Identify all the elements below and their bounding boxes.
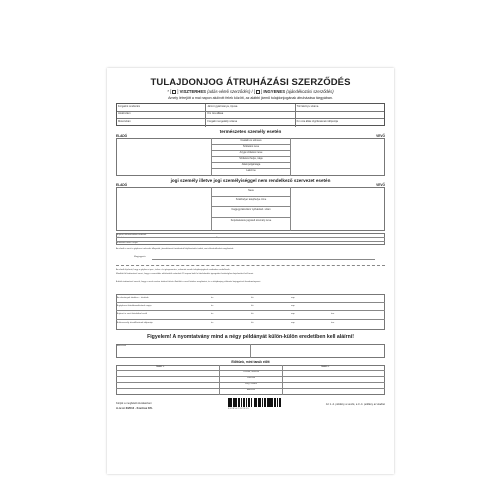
unit-year-4: év <box>211 322 214 324</box>
witness-field-id: Szig. száma <box>245 383 257 385</box>
clause-4: A felek tudomásul veszik, hogy a vevő nevére történő átírás illetékét a vevő köteles megfizetni, és a tulajdonjog változás bejegyzését kezdeményezni. <box>116 281 261 283</box>
nat-field-citizenship: Állampolgársága <box>241 163 261 166</box>
unit-month-4: hó <box>251 322 254 324</box>
field-engine[interactable]: Motorszám <box>117 119 206 127</box>
clause-2: Az eladó kijelenti, hogy a gépkocsi per-, teher- és igénymentes, valamint annak tulajdonjogával szabadon rendelkezik. <box>116 269 231 271</box>
witness-field-sign: Aláírása <box>246 389 256 391</box>
field-odometer[interactable]: Km óra állása <box>206 112 295 119</box>
clause-3: Mindkét fél tudomásul veszi, hogy a szerződés aláírásától számított 15 napon belül a közlekedési igazgatási hatósághoz bejelentést kell tenni. <box>116 273 254 275</box>
vehicle-table <box>116 103 385 126</box>
legal-field-name: Neve <box>248 189 254 192</box>
unit-month-1: hó <box>251 297 254 299</box>
field-chassis[interactable]: Alvázszám <box>117 112 206 119</box>
field-license[interactable]: Forgalmi engedély száma <box>206 119 295 127</box>
barcode-bar <box>251 398 253 407</box>
nat-field-birthplace: Születési helye, ideje <box>239 157 263 160</box>
warning-text: Figyelem! A nyomtatvány mind a négy példányát külön-külön eredetiben kell aláírni! <box>147 334 354 340</box>
contract-form-sheet <box>107 68 394 474</box>
unit-month-3: hó <box>251 313 254 315</box>
onerous-label: VISZTERHES <box>179 89 206 94</box>
barcode-bar <box>256 398 257 407</box>
barcode-bar <box>267 398 268 407</box>
witness-2-label: TANÚ 2. <box>321 366 330 368</box>
pay-field-2: Hitelnév <box>117 237 125 239</box>
barcode-bar <box>235 398 237 407</box>
pay-field-1: A jármű kifizetésében érdekelt <box>117 233 147 236</box>
unit-hour-3: óra <box>331 313 335 315</box>
unit-day-2: nap <box>291 305 295 307</box>
unit-year-1: év <box>211 297 214 299</box>
clause-1: Az eladó a vevő a gépkocsi műszaki állapotát, jövedelmező tartalmáról tájékoztatást adott, ami ellenértékeket megfizetett. <box>116 248 234 250</box>
subtitle-onerous: * [ ] VISZTERHES (adás-vételi szerződés) / [ ] INGYENES (ajándékozási szerződés) <box>167 89 334 94</box>
payment-box <box>116 233 385 245</box>
unit-day-3: nap <box>291 313 295 315</box>
witness-field-name: Családi, utóneve <box>242 371 260 373</box>
barcode-bar <box>230 398 231 407</box>
barcode <box>228 398 282 407</box>
field-registry[interactable]: Törzskönyv száma <box>296 104 319 108</box>
barcode-bar <box>280 398 281 407</box>
pay-field-3: Ft, azaz <box>216 237 224 239</box>
witness-field-address: Lakcíme <box>246 377 256 379</box>
footer-copies: Az 1.-2. példány a vevőé, a 3.-4. példány az eladóé <box>325 403 385 406</box>
date-field-2: A gépkocsi birtokbaadásának napja <box>117 305 152 307</box>
barcode-bar <box>271 398 273 407</box>
witness-title: Előttünk, mint tanúk előtt <box>231 360 270 364</box>
seller-label-2: ELADÓ <box>116 183 128 187</box>
date-field-4: A kárveszély átszállásának időpontja <box>117 322 153 324</box>
date-field-3: A jármű a vevő birtokába került <box>117 313 148 315</box>
nat-field-birthname: Születési neve <box>242 145 260 148</box>
witness-1-label: TANÚ 1. <box>156 366 165 368</box>
field-odometer-date[interactable]: Km óra állás rögzítésének időpontja <box>296 119 338 123</box>
unit-day-1: nap <box>291 297 295 299</box>
intro-text: Amely létrejött a mai napon alulírott felek között, az alábbi jármű tulajdonjogának átruházása tárgyában. <box>168 96 333 100</box>
unit-day-4: nap <box>291 322 295 324</box>
unit-month-2: hó <box>251 305 254 307</box>
legal-field-rep: Képviseletére jogosult személy neve <box>230 219 272 222</box>
free-label: INGYENES <box>263 89 286 94</box>
signature-label: Aláírások <box>117 345 127 347</box>
form-inner <box>116 68 385 474</box>
nat-field-name: Családi és utóneve <box>240 139 262 142</box>
nat-field-mother: Anyja születési neve <box>239 151 263 154</box>
pay-field-4: A fizetési mód / helye <box>117 241 138 244</box>
field-blank[interactable] <box>296 112 384 119</box>
barcode-bar <box>262 398 263 407</box>
onerous-note: (adás-vételi szerződés) <box>207 89 251 94</box>
buyer-label-2: VEVŐ <box>376 183 385 187</box>
barcode-bar <box>259 398 261 407</box>
legal-person-title: jogi személy illetve jogi személyiséggel nem rendelkező szervezet esetén <box>170 178 331 183</box>
barcode-bar <box>241 398 242 407</box>
natural-person-title: természetes személy esetén <box>219 129 282 134</box>
footer-note: Kérjük a megfelelő kiválasztani <box>116 402 152 405</box>
footer-form-id: A.nr.ré 3/2012 - Kontrax Kft. <box>116 406 153 410</box>
buyer-label: VEVŐ <box>376 134 385 138</box>
seller-label: ELADÓ <box>116 134 128 138</box>
date-field-1: Az okmányok átadása – átvétele <box>117 297 149 299</box>
free-note: (ajándékozási szerződés) <box>286 89 334 94</box>
document-title: TULAJDONJOG ÁTRUHÁZÁSI SZERZŐDÉS <box>150 77 351 88</box>
barcode-number: 5999547312615 <box>228 408 250 410</box>
checkbox-free[interactable] <box>256 90 260 94</box>
clause-1-note-label: Megjegyzés <box>134 256 146 258</box>
field-make[interactable]: Jármű gyártmánya, típusa <box>206 104 295 111</box>
unit-year-2: év <box>211 305 214 307</box>
checkbox-onerous[interactable] <box>172 90 176 94</box>
barcode-bar <box>277 398 278 407</box>
barcode-bar <box>246 398 247 407</box>
unit-year-3: év <box>211 313 214 315</box>
nat-field-address: Lakcíme <box>246 169 256 172</box>
field-plate[interactable]: Forgalmi rendszám <box>117 104 206 111</box>
unit-hour-4: óra <box>331 322 335 324</box>
legal-field-regno: Cégjegyzékszám/ nyilvántart. szám <box>231 208 271 211</box>
legal-field-seat: Székhelye/ telephelye címe <box>235 198 267 201</box>
